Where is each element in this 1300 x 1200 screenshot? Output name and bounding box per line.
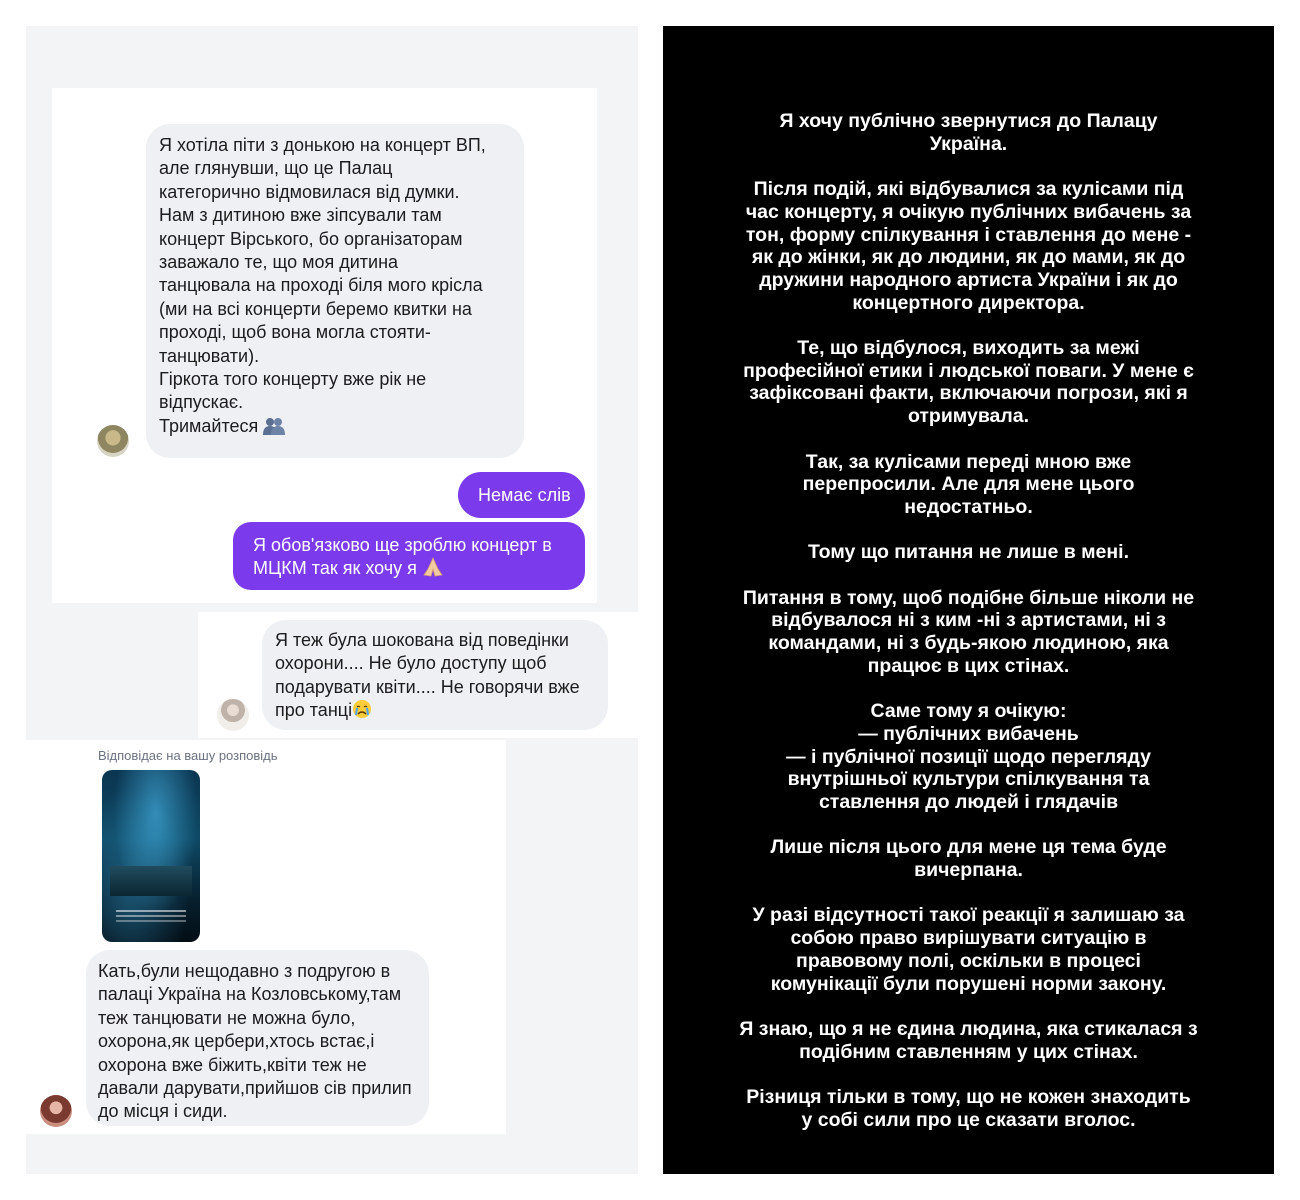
message-line: заважало те, що моя дитина [159, 252, 399, 273]
story-thumbnail[interactable] [102, 770, 200, 942]
story-line: перепросили. Але для мене цього [802, 473, 1135, 496]
outgoing-message [458, 472, 585, 518]
story-line: Я хочу публічно звернутися до Палацу [779, 110, 1158, 132]
story-line: отримувала. [907, 405, 1030, 428]
story-line: комунікації були порушені норми закону. [770, 972, 1167, 995]
message-line: (ми на всі концерти беремо квитки на [159, 298, 472, 319]
message-line: концерт Вірського, бо організаторам [159, 228, 463, 249]
story-statement [663, 110, 1274, 1154]
story-paragraph [663, 451, 1274, 519]
message-line: до місця і сиди. [98, 1101, 228, 1122]
story-line: Різниця тільки в тому, що не кожен знаходить [746, 1086, 1191, 1109]
message-line: Немає слів [478, 485, 571, 505]
message-line: танцювати). [159, 345, 260, 366]
story-paragraph [663, 700, 1274, 814]
message-line: охорона вже біжить,квіти теж не [98, 1054, 367, 1075]
story-line: — публічних вибачень [858, 722, 1079, 745]
message-line: Я теж була шокована від поведінки [275, 630, 569, 650]
message-line: Я хотіла піти з донькою на концерт ВП, [159, 135, 486, 155]
story-line: час концерту, я очікую публічних вибачень за [745, 200, 1192, 223]
stage-shape [110, 866, 192, 896]
folded-hands-icon [422, 557, 444, 577]
people-hugging-icon [262, 417, 286, 435]
crying-face-icon [352, 699, 372, 719]
story-line: правовому полі, оскільки в процесі [796, 949, 1141, 972]
message-line-with-emoji [275, 699, 595, 722]
story-line: дружини народного артиста України і як до [759, 268, 1178, 291]
message-line: відпускає. [159, 392, 244, 413]
story-line: Тому що питання не лише в мені. [807, 541, 1130, 564]
story-line: Я знаю, що я не єдина людина, яка стикалася з [739, 1017, 1198, 1040]
story-line: відбувалося ні з ким -ні з артистами, ні з [771, 609, 1166, 632]
story-paragraph [663, 337, 1274, 428]
story-line: собою право вирішувати ситуацію в [790, 927, 1147, 950]
story-line: подібним ставленням у цих стінах. [799, 1040, 1138, 1063]
avatar[interactable] [97, 425, 129, 457]
story-paragraph [663, 1086, 1274, 1131]
incoming-message [262, 620, 608, 730]
message-line: про танці [275, 700, 353, 721]
message-line: Тримайтеся [159, 415, 259, 436]
story-line: Після подій, які відбувалися за кулісами під [753, 178, 1184, 201]
story-line: У разі відсутності такої реакції я залишаю за [752, 904, 1185, 927]
message-line: проході, щоб вона могла стояти- [159, 322, 431, 343]
story-paragraph [663, 1018, 1274, 1063]
story-line: як до жінки, як до людини, як до мами, як до [751, 246, 1186, 269]
avatar[interactable] [40, 1095, 72, 1127]
story-reply-label: Відповідає на вашу розповідь [98, 748, 278, 763]
story-line: концертного директора. [852, 291, 1085, 314]
story-line: у собі сили про це сказати вголос. [801, 1108, 1136, 1131]
story-line: працює в цих стінах. [867, 654, 1070, 677]
message-line: Нам з дитиною вже зіпсували там [159, 205, 442, 226]
caption-lines [116, 910, 186, 912]
story-paragraph [663, 541, 1274, 564]
message-line: Гіркота того концерту вже рік не [159, 369, 427, 390]
story-line: внутрішньої культури спілкування та [787, 768, 1150, 791]
message-line: палаці Україна на Козловському,там [98, 984, 402, 1005]
story-paragraph [663, 110, 1274, 155]
message-line: танцювала на проході біля мого крісла [159, 275, 483, 296]
avatar[interactable] [217, 699, 249, 731]
story-line: — і публічної позиції щодо перегляду [786, 745, 1151, 768]
story-line: ставлення до людей і глядачів [818, 791, 1119, 813]
message-line: але глянувши, що це Палац [159, 158, 393, 179]
message-line: подарувати квіти.... Не говорячи вже [275, 676, 580, 697]
message-line: охорони.... Не було доступу щоб [275, 653, 547, 674]
incoming-message [146, 124, 524, 458]
outgoing-message [233, 522, 585, 590]
story-line: вичерпана. [914, 859, 1023, 882]
story-panel [663, 26, 1274, 1174]
story-paragraph [663, 904, 1274, 995]
story-paragraph [663, 836, 1274, 881]
story-line: Те, що відбулося, виходить за межі [797, 337, 1140, 359]
message-line: Я обов'язково ще зроблю концерт в [253, 535, 552, 555]
incoming-message [86, 950, 429, 1126]
story-line: зафіксовані факти, включаючи погрози, які я [749, 382, 1188, 405]
message-line: давали дарувати,прийшов сів прилип [98, 1078, 412, 1099]
story-paragraph [663, 587, 1274, 678]
message-line-with-emoji [253, 557, 565, 580]
message-line: МЦКМ так як хочу я [253, 558, 417, 579]
story-line: Україна. [929, 132, 1008, 155]
message-line: категорично відмовилася від думки. [159, 181, 460, 202]
message-line-with-emoji [159, 415, 511, 438]
story-line: Питання в тому, щоб подібне більше ніколи не [742, 586, 1195, 609]
story-line: Так, за кулісами переді мною вже [805, 450, 1132, 473]
story-line: професійної етики і людської поваги. У мене є [743, 359, 1194, 382]
message-line: охорона,як цербери,хтось встає,і [98, 1031, 375, 1052]
story-line: тон, форму спілкування і ставлення до мене - [745, 223, 1192, 246]
story-paragraph [663, 178, 1274, 314]
message-line: теж танцювати не можна було, [98, 1007, 356, 1028]
story-line: командами, ні з будь-якою людиною, яка [768, 632, 1169, 655]
story-line: Саме тому я очікую: [870, 700, 1067, 723]
story-line: недостатньо. [904, 495, 1033, 518]
message-line: Кать,були нещодавно з подругою в [98, 961, 391, 981]
story-line: Лише після цього для мене ця тема буде [770, 836, 1167, 859]
